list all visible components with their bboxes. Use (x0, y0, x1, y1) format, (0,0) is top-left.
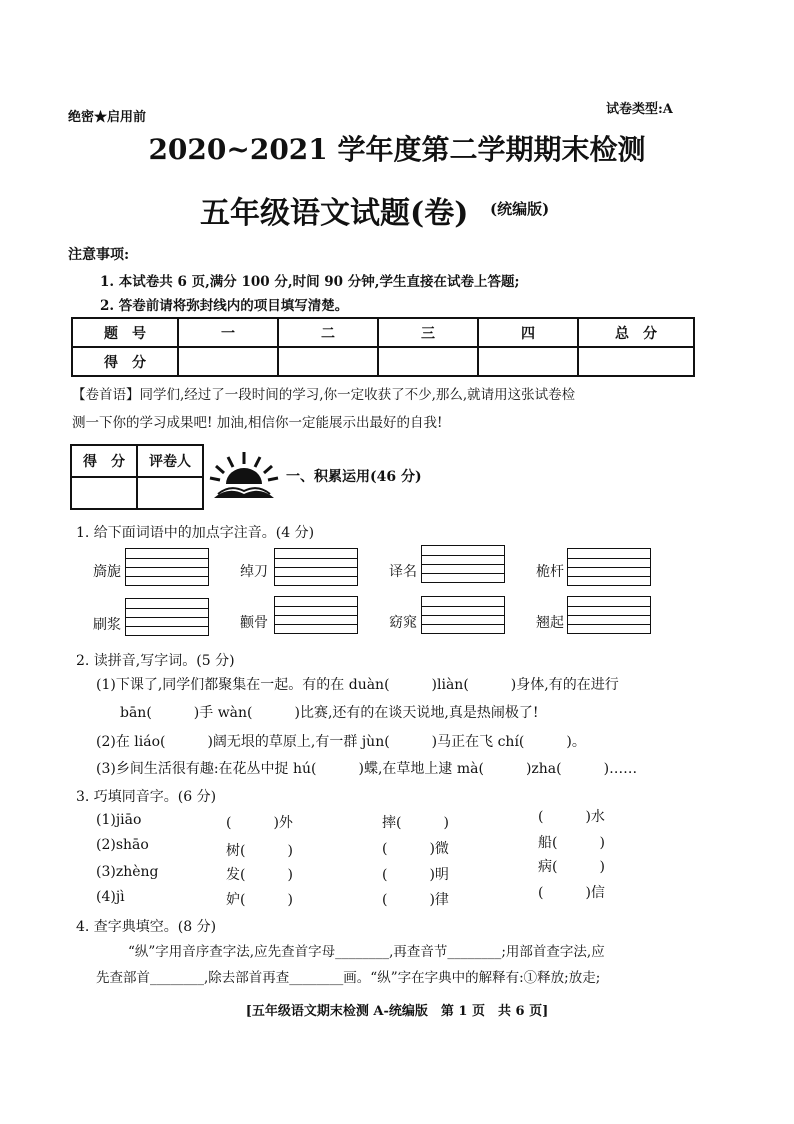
q2-line-4: (3)乡间生活很有趣:在花丛中捉 hú( )蝶,在草地上逮 mà( )zha( )…… (96, 761, 638, 777)
q3-row-3-label: (3)zhèng (96, 864, 159, 880)
q4-line-2: 先查部首________,除去部首再查________画。“纵”字在字典中的解释有:①释放;放走; (96, 970, 601, 986)
grader-table (70, 444, 204, 510)
q2-line-2: bān( )手 wàn( )比赛,还有的在谈天说地,真是热闹极了! (120, 705, 539, 721)
intro-line-1: 【卷首语】同学们,经过了一段时间的学习,你一定收获了不少,那么,就请用这张试卷检 (72, 387, 576, 403)
grader-score-label: 得 分 (71, 445, 137, 477)
score-row-label: 得 分 (72, 347, 178, 376)
note-item-2: 2. 答卷前请将弥封线内的项目填写清楚。 (100, 298, 349, 314)
score-header-4: 四 (478, 318, 578, 347)
q4-title: 4. 查字典填空。(8 分) (76, 919, 217, 935)
score-cell-total[interactable] (578, 347, 694, 376)
q3-row-3-a: 发( ) (226, 867, 293, 883)
score-header-label: 题 号 (72, 318, 178, 347)
score-header-total: 总 分 (578, 318, 694, 347)
score-cell-3[interactable] (378, 347, 478, 376)
q2-title: 2. 读拼音,写字词。(5 分) (76, 653, 235, 669)
q3-row-1-label: (1)jiāo (96, 812, 142, 828)
score-header-1: 一 (178, 318, 278, 347)
sun-book-icon (208, 448, 280, 502)
secret-label: 绝密★启用前 (68, 110, 147, 125)
score-header-3: 三 (378, 318, 478, 347)
q1-pinyin-box-7[interactable] (421, 596, 505, 634)
q2-line-1: (1)下课了,同学们都聚集在一起。有的在 duàn( )liàn( )身体,有的在进行 (96, 677, 619, 693)
intro-line-2: 测一下你的学习成果吧! 加油,相信你一定能展示出最好的自我! (72, 415, 443, 431)
q1-word-5: 刷浆 (93, 617, 121, 633)
q3-row-2-b: ( )微 (382, 841, 449, 857)
q3-row-4-label: (4)jì (96, 889, 125, 905)
q4-line-1: “纵”字用音序查字法,应先查首字母________,再查音节________;用部首查字法,应 (128, 944, 605, 960)
grader-name-cell[interactable] (137, 477, 203, 509)
q1-pinyin-box-4[interactable] (567, 548, 651, 586)
q3-row-2-label: (2)shāo (96, 837, 149, 853)
q3-row-1-b: 摔( ) (382, 815, 449, 831)
q1-pinyin-box-1[interactable] (125, 548, 209, 586)
notes-heading: 注意事项: (68, 247, 130, 263)
q1-word-7: 窈窕 (389, 615, 417, 631)
score-table (71, 317, 695, 377)
q1-word-8: 翘起 (536, 615, 564, 631)
section-1-title: 一、积累运用(46 分) (286, 469, 422, 485)
q3-row-3-c: 病( ) (538, 859, 605, 875)
q1-word-2: 绰刀 (240, 564, 268, 580)
note-item-1: 1. 本试卷共 6 页,满分 100 分,时间 90 分钟,学生直接在试卷上答题; (100, 274, 520, 290)
q3-row-1-c: ( )水 (538, 809, 605, 825)
q3-row-2-c: 船( ) (538, 835, 605, 851)
q3-row-4-c: ( )信 (538, 885, 605, 901)
grader-score-cell[interactable] (71, 477, 137, 509)
exam-edition: (统编版) (490, 200, 550, 218)
q1-word-3: 译名 (389, 564, 417, 580)
q3-row-3-b: ( )明 (382, 867, 449, 883)
q2-line-3: (2)在 liáo( )阔无垠的草原上,有一群 jùn( )马正在飞 chí( )。 (96, 734, 586, 750)
exam-title: 2020~2021 学年度第二学期期末检测 (148, 133, 646, 166)
score-cell-2[interactable] (278, 347, 378, 376)
page-footer: [五年级语文期末检测 A-统编版 第 1 页 共 6 页] (245, 1004, 549, 1019)
q1-word-6: 颧骨 (240, 615, 268, 631)
q1-pinyin-box-2[interactable] (274, 548, 358, 586)
q3-row-1-a: ( )外 (226, 815, 293, 831)
q3-title: 3. 巧填同音字。(6 分) (76, 789, 217, 805)
paper-type-label: 试卷类型:A (606, 102, 673, 117)
q1-pinyin-box-3[interactable] (421, 545, 505, 583)
grader-name-label: 评卷人 (137, 445, 203, 477)
q3-row-4-a: 妒( ) (226, 892, 293, 908)
score-header-2: 二 (278, 318, 378, 347)
q1-title: 1. 给下面词语中的加点字注音。(4 分) (76, 525, 315, 541)
q1-word-4: 桅杆 (536, 564, 564, 580)
q1-pinyin-box-5[interactable] (125, 598, 209, 636)
q1-pinyin-box-8[interactable] (567, 596, 651, 634)
score-cell-1[interactable] (178, 347, 278, 376)
q1-word-1: 旖旎 (93, 564, 121, 580)
score-cell-4[interactable] (478, 347, 578, 376)
exam-subtitle: 五年级语文试题(卷) (200, 196, 469, 231)
q3-row-2-a: 树( ) (226, 843, 293, 859)
q3-row-4-b: ( )律 (382, 892, 449, 908)
q1-pinyin-box-6[interactable] (274, 596, 358, 634)
